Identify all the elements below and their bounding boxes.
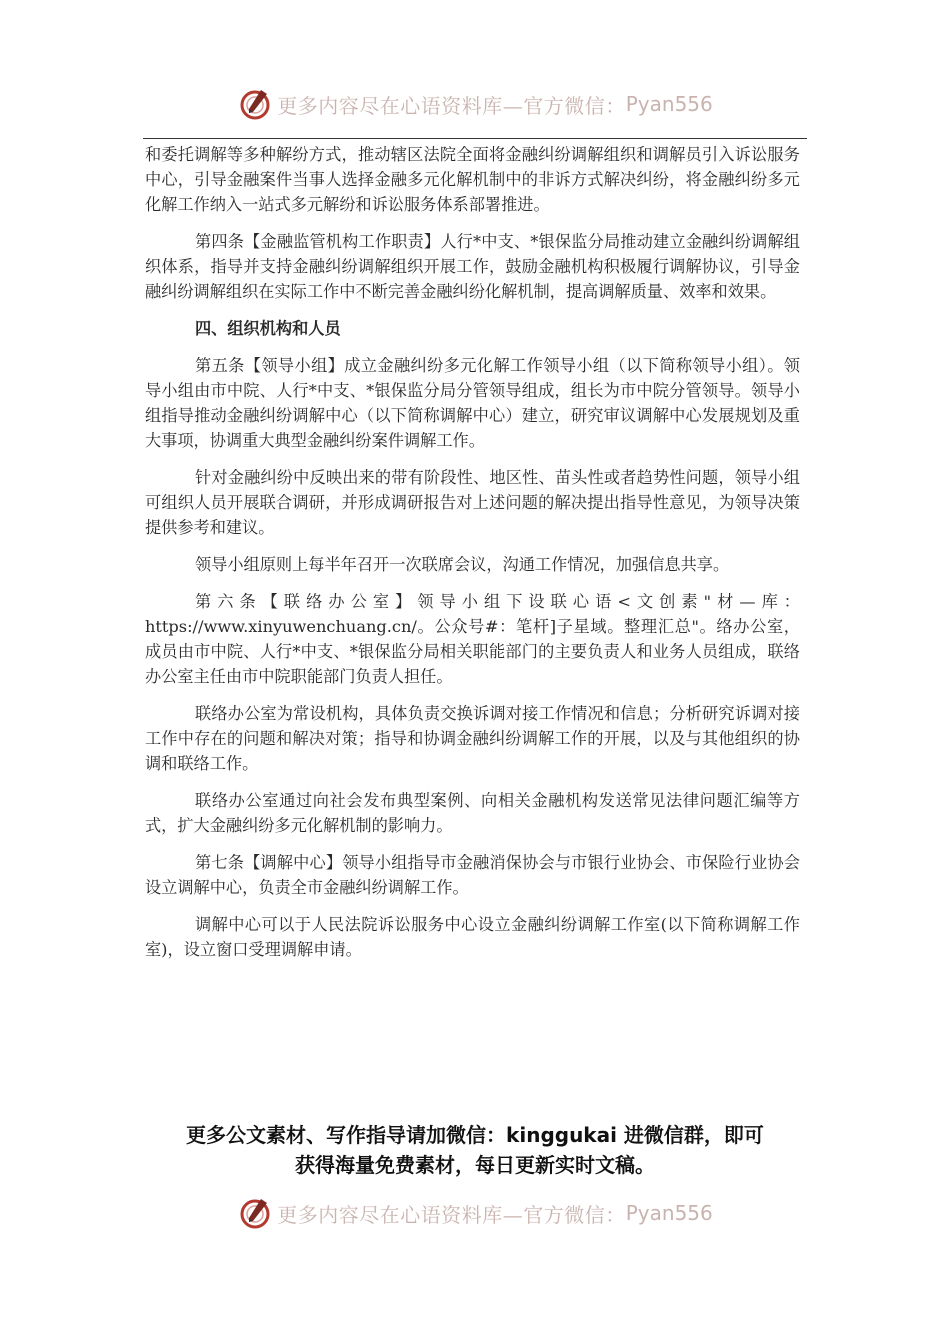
paragraph-article-6: 第六条【联络办公室】领导小组下设联心语<文创素"材—库：https://www.xinyuwenchuang.cn/。公众号#：笔杆]子星域。整理汇总"。络办公室，成员由市中院、人行*中支、*银保监分局相关职能部门的主要负责人和业务人员组成，联络办公室主任由市中院职能部门负责人担任。: [145, 592, 800, 686]
paragraph: 和委托调解等多种解纷方式，推动辖区法院全面将金融纠纷调解组织和调解员引入诉讼服务中心，引导金融案件当事人选择金融多元化解机制中的非诉方式解决纠纷，将金融纠纷多元化解工作纳入一站式多元解纷和诉讼服务体系部署推进。: [145, 145, 800, 214]
promo-line-1: 更多公文素材、写作指导请加微信：kinggukai 进微信群，即可: [186, 1123, 764, 1147]
watermark-wechat-id: Pyan556: [625, 92, 713, 116]
watermark-wechat-id: Pyan556: [625, 1201, 713, 1225]
footer-watermark: [0, 1193, 950, 1233]
header-divider: [143, 138, 807, 139]
promo-banner: [143, 1120, 807, 1180]
paragraph-article-7: 第七条【调解中心】领导小组指导市金融消保协会与市银行业协会、市保险行业协会设立调解中心，负责全市金融纠纷调解工作。: [145, 853, 800, 897]
paragraph: 针对金融纠纷中反映出来的带有阶段性、地区性、苗头性或者趋势性问题，领导小组可组织人员开展联合调研，并形成调研报告对上述问题的解决提出指导性意见，为领导决策提供参考和建议。: [145, 468, 800, 537]
paragraph: 调解中心可以于人民法院诉讼服务中心设立金融纠纷调解工作室(以下简称调解工作室)，设立窗口受理调解申请。: [145, 915, 800, 959]
paragraph: 联络办公室通过向社会发布典型案例、向相关金融机构发送常见法律问题汇编等方式，扩大金融纠纷多元化解机制的影响力。: [145, 791, 800, 835]
watermark-text: 更多内容尽在心语资料库—官方微信：: [277, 1202, 626, 1227]
paragraph-article-4: 第四条【金融监管机构工作职责】人行*中支、*银保监分局推动建立金融纠纷调解组织体系，指导并支持金融纠纷调解组织开展工作，鼓励金融机构积极履行调解协议，引导金融纠纷调解组织在实际工作中不断完善金融纠纷化解机制，提高调解质量、效率和效果。: [145, 232, 800, 301]
paragraph: 联络办公室为常设机构，具体负责交换诉调对接工作情况和信息；分析研究诉调对接工作中存在的问题和解决对策；指导和协调金融纠纷调解工作的开展，以及与其他组织的协调和联络工作。: [145, 704, 800, 773]
pen-swirl-logo-icon: [237, 86, 273, 122]
header-watermark: [0, 84, 950, 124]
pen-swirl-logo-icon: [237, 1195, 273, 1231]
promo-line-2: 获得海量免费素材，每日更新实时文稿。: [295, 1153, 655, 1177]
paragraph-article-5: 第五条【领导小组】成立金融纠纷多元化解工作领导小组（以下简称领导小组）。领导小组由市中院、人行*中支、*银保监分局分管领导组成，组长为市中院分管领导。领导小组指导推动金融纠纷调解中心（以下简称调解中心）建立，研究审议调解中心发展规划及重大事项，协调重大典型金融纠纷案件调解工作。: [145, 356, 800, 450]
paragraph: 领导小组原则上每半年召开一次联席会议，沟通工作情况，加强信息共享。: [195, 555, 730, 574]
document-body: [145, 142, 800, 974]
watermark-text: 更多内容尽在心语资料库—官方微信：: [277, 93, 626, 118]
section-heading: 四、组织机构和人员: [195, 319, 341, 338]
